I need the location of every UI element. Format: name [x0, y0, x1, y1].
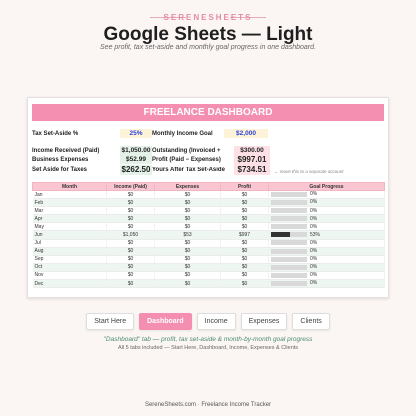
table-row: [33, 191, 385, 199]
table-row: [33, 231, 385, 239]
yours-after-tax-value: $734.51: [234, 165, 270, 175]
profit-value: $997.01: [234, 155, 270, 165]
expenses-cell: $0: [155, 263, 221, 271]
month-cell: Jan: [33, 191, 107, 199]
expenses-cell: $53: [155, 231, 221, 239]
tab-income[interactable]: Income: [197, 313, 236, 330]
progress-percent: 0%: [310, 280, 318, 287]
progress-percent: 0%: [310, 199, 318, 206]
table-header-row: [33, 183, 385, 191]
income-cell: $0: [107, 215, 155, 223]
goal-progress-cell: [269, 271, 385, 279]
progress-percent: 0%: [310, 207, 318, 214]
header-expenses: Expenses: [155, 183, 221, 191]
goal-progress-cell: [269, 263, 385, 271]
profit-cell: $0: [221, 239, 269, 247]
monthly-goal-input[interactable]: $2,000: [224, 129, 268, 138]
tab-start-here[interactable]: Start Here: [86, 313, 134, 330]
goal-progress-cell: [269, 247, 385, 255]
month-cell: Feb: [33, 199, 107, 207]
profit-cell: $0: [221, 263, 269, 271]
progress-percent: 53%: [310, 231, 321, 238]
goal-progress-cell: [269, 239, 385, 247]
tab-dashboard[interactable]: Dashboard: [139, 313, 192, 330]
month-cell: May: [33, 223, 107, 231]
table-row: [33, 247, 385, 255]
yours-after-tax-label: Yours After Tax Set-Aside: [152, 167, 225, 173]
goal-progress-cell: [269, 280, 385, 288]
progress-bar: [271, 224, 307, 229]
expenses-cell: $0: [155, 280, 221, 288]
tab-expenses[interactable]: Expenses: [241, 313, 288, 330]
month-cell: Apr: [33, 215, 107, 223]
income-cell: $0: [107, 280, 155, 288]
month-cell: Jun: [33, 231, 107, 239]
business-expenses-value: $52.99: [120, 155, 152, 164]
expenses-cell: $0: [155, 199, 221, 207]
table-row: [33, 215, 385, 223]
progress-bar: [271, 200, 307, 205]
profit-cell: $0: [221, 271, 269, 279]
month-cell: Sep: [33, 255, 107, 263]
profit-cell: $997: [221, 231, 269, 239]
income-cell: $0: [107, 199, 155, 207]
tax-setaside-label: Tax Set-Aside %: [32, 131, 79, 137]
progress-percent: 0%: [310, 264, 318, 271]
expenses-cell: $0: [155, 271, 221, 279]
goal-progress-cell: [269, 231, 385, 239]
month-cell: Dec: [33, 280, 107, 288]
goal-progress-cell: [269, 223, 385, 231]
outstanding-label: Outstanding (Invoiced +: [152, 148, 221, 154]
expenses-cell: $0: [155, 215, 221, 223]
month-cell: Oct: [33, 263, 107, 271]
progress-bar: [271, 265, 307, 270]
month-cell: Nov: [33, 271, 107, 279]
header-month: Month: [33, 183, 107, 191]
profit-cell: $0: [221, 255, 269, 263]
table-row: [33, 271, 385, 279]
income-cell: $0: [107, 247, 155, 255]
income-received-label: Income Received (Paid): [32, 148, 100, 154]
goal-progress-cell: [269, 215, 385, 223]
progress-percent: 0%: [310, 223, 318, 230]
monthly-goal-label: Monthly Income Goal: [152, 131, 213, 137]
expenses-cell: $0: [155, 239, 221, 247]
table-row: [33, 207, 385, 215]
sheet-tabs: [0, 313, 416, 330]
profit-cell: $0: [221, 223, 269, 231]
header-profit: Profit: [221, 183, 269, 191]
profit-cell: $0: [221, 215, 269, 223]
expenses-cell: $0: [155, 207, 221, 215]
income-cell: $0: [107, 191, 155, 199]
progress-percent: 0%: [310, 248, 318, 255]
spreadsheet-preview: [27, 97, 389, 298]
dashboard-title: FREELANCE DASHBOARD: [32, 104, 384, 121]
tab-clients[interactable]: Clients: [292, 313, 329, 330]
page-title: Google Sheets — Light: [103, 24, 313, 45]
progress-percent: 0%: [310, 191, 318, 198]
header-income: Income (Paid): [107, 183, 155, 191]
table-row: [33, 263, 385, 271]
income-cell: $0: [107, 239, 155, 247]
month-cell: Jul: [33, 239, 107, 247]
income-cell: $0: [107, 271, 155, 279]
table-row: [33, 199, 385, 207]
table-row: [33, 239, 385, 247]
progress-bar: [271, 249, 307, 254]
expenses-cell: $0: [155, 247, 221, 255]
progress-bar: [271, 273, 307, 278]
goal-progress-cell: [269, 199, 385, 207]
progress-percent: 0%: [310, 256, 318, 263]
progress-bar-fill: [271, 232, 290, 237]
table-row: [33, 280, 385, 288]
progress-bar: [271, 240, 307, 245]
progress-bar: [271, 257, 307, 262]
progress-bar: [271, 208, 307, 213]
profit-cell: $0: [221, 199, 269, 207]
profit-label: Profit (Paid − Expenses): [152, 157, 221, 163]
table-row: [33, 255, 385, 263]
progress-bar: [271, 192, 307, 197]
expenses-cell: $0: [155, 223, 221, 231]
expenses-cell: $0: [155, 255, 221, 263]
income-cell: $0: [107, 223, 155, 231]
month-cell: Aug: [33, 247, 107, 255]
expenses-cell: $0: [155, 191, 221, 199]
progress-bar: [271, 232, 307, 237]
outstanding-value: $300.00: [234, 146, 270, 155]
header-goal-progress: Goal Progress: [269, 183, 385, 191]
profit-cell: $0: [221, 207, 269, 215]
page-subtitle: See profit, tax set-aside and monthly goal progress in one dashboard.: [100, 44, 316, 51]
dashboard-caption: "Dashboard" tab — profit, tax set-aside & month-by-month goal progress: [103, 336, 313, 343]
separate-account-note: ← move this to a separate account: [274, 169, 344, 174]
progress-percent: 0%: [310, 239, 318, 246]
income-cell: $0: [107, 207, 155, 215]
progress-bar: [271, 216, 307, 221]
goal-progress-cell: [269, 207, 385, 215]
income-cell: $0: [107, 255, 155, 263]
brand-name: SERENESHEETS: [163, 13, 253, 22]
tax-setaside-input[interactable]: 25%: [120, 129, 152, 138]
progress-percent: 0%: [310, 272, 318, 279]
table-row: [33, 223, 385, 231]
footer-text: SereneSheets.com · Freelance Income Tracker: [144, 402, 272, 408]
business-expenses-label: Business Expenses: [32, 157, 89, 163]
progress-percent: 0%: [310, 215, 318, 222]
profit-cell: $0: [221, 191, 269, 199]
month-cell: Mar: [33, 207, 107, 215]
set-aside-value: $262.50: [121, 165, 151, 174]
income-received-value: $1,050.00: [121, 147, 151, 154]
profit-cell: $0: [221, 247, 269, 255]
progress-bar: [271, 281, 307, 286]
income-cell: $1,050: [107, 231, 155, 239]
monthly-table: [32, 182, 385, 288]
goal-progress-cell: [269, 191, 385, 199]
set-aside-label: Set Aside for Taxes: [32, 167, 88, 173]
income-cell: $0: [107, 263, 155, 271]
profit-cell: $0: [221, 280, 269, 288]
goal-progress-cell: [269, 255, 385, 263]
tabs-caption: All 5 tabs included — Start Here, Dashboard, Income, Expenses & Clients: [117, 345, 299, 351]
